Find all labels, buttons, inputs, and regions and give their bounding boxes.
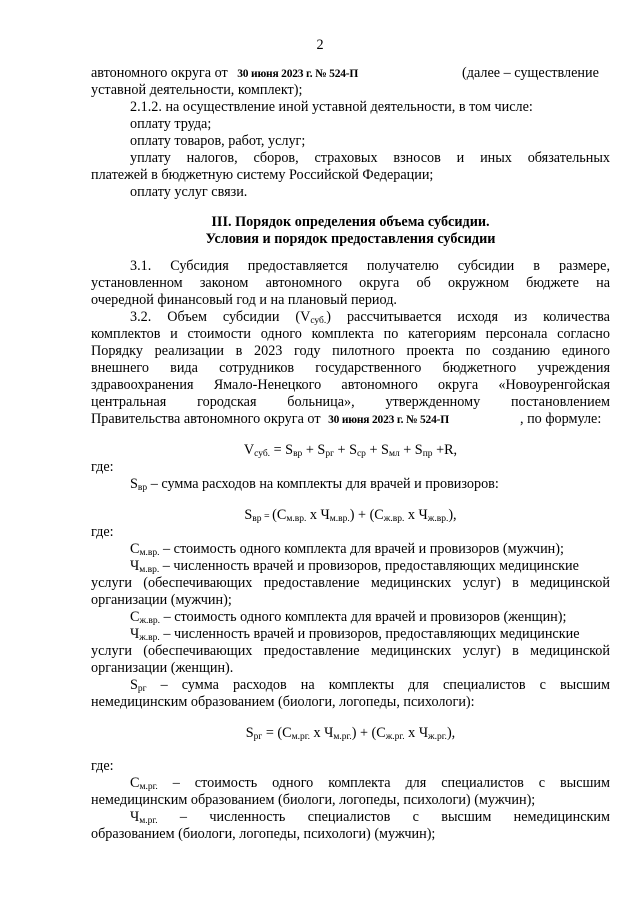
intro-line-7: платежей в бюджетную систему Российской Федерации; (91, 167, 434, 183)
p32-line-7-tail: , по формуле: (520, 411, 602, 427)
def-ch-m-vr-1: $Ч_{м.вр.}$ – численность врачей и провизоров, предоставляющих медицинские (130, 558, 579, 575)
def-c-m-vr: $С_{м.вр.}$ – стоимость одного комплекта для врачей и провизоров (мужчин); (130, 541, 564, 558)
def-c-m-rg-1: $С_{м.рг.}$ – стоимость одного комплекта для специалистов с высшим (130, 775, 610, 792)
def-srg-1: $S_{рг}$ – сумма расходов на комплекты для специалистов с высшим (130, 677, 610, 694)
def-c-m-rg-2: немедицинским образованием (биологи, логопеды, психологи) (мужчин); (91, 792, 536, 808)
def-ch-m-vr-2: услуги (обеспечивающих предоставление медицинских услуг) в медицинской (91, 575, 610, 591)
p31-line-2: установленном законом автономного округа об окружном бюджете на (91, 275, 610, 291)
p31-line-3: очередной финансовый год и на плановый период. (91, 292, 397, 308)
p32-line-4: внешнего вида сотрудников государственного бюджетного учреждения (91, 360, 610, 376)
formula-v-sub: $V_{суб.} = S_{вр} + S_{рг} + S_{ср} + S_{мл} + S_{пр} +R$, (243, 442, 458, 459)
page-number: 2 (316, 37, 324, 53)
intro-line-3: 2.1.2. на осуществление иной уставной деятельности, в том числе: (130, 99, 533, 115)
p32-line-5: здравоохранения Ямало-Ненецкого автономного округа «Новоуренгойская (91, 377, 610, 393)
formula-srg: $S_{рг} = (С_{м.рг.}$ х $Ч_{м.рг.}) + (С_{ж.рг.}$ х $Ч_{ж.рг.}$), (245, 725, 456, 742)
svr-definition: $S_{вр}$ – сумма расходов на комплекты для врачей и провизоров: (130, 476, 499, 493)
where-label: где: (91, 524, 114, 540)
def-ch-zh-vr-3: организации (женщин). (91, 660, 234, 676)
p32-line-6: центральная городская больница», утвержденному постановлением (91, 394, 610, 410)
where-label: где: (91, 459, 114, 475)
def-ch-m-vr-3: организации (мужчин); (91, 592, 232, 608)
intro-line-2: уставной деятельности, комплект); (91, 82, 303, 98)
intro-line-1 (91, 65, 358, 83)
def-ch-m-rg-2: образованием (биологи, логопеды, психологи) (мужчин); (91, 826, 436, 842)
def-ch-zh-vr-1: $Ч_{ж.вр.}$ – численность врачей и провизоров, предоставляющих медицинские (130, 626, 580, 643)
resolution-stamp: 30 июня 2023 г. № 524-П (328, 414, 449, 426)
p32-line-2: комплектов и стоимости одного комплекта по категориям персонала согласно (91, 326, 610, 342)
where-label: где: (91, 758, 114, 774)
section-title-1: III. Порядок определения объема субсидии. (211, 214, 490, 230)
def-srg-2: немедицинским образованием (биологи, логопеды, психологи): (91, 694, 475, 710)
def-ch-zh-vr-2: услуги (обеспечивающих предоставление медицинских услуг) в медицинской (91, 643, 610, 659)
intro-text: автономного округа от (91, 65, 228, 81)
intro-line-1-tail: (далее – существление (462, 65, 599, 81)
p32-line-1: 3.2. Объем субсидии $(V_{суб.})$ рассчитывается исходя из количества (130, 309, 610, 326)
def-ch-m-rg-1: $Ч_{м.рг.}$ – численность специалистов с высшим немедицинским (130, 809, 610, 826)
p32-line-3: Порядку реализации в 2023 году пилотного проекта по созданию единого (91, 343, 610, 359)
formula-svr: $S_{вр} = (С_{м.вр.}$ х $Ч_{м.вр.}) + (С_{ж.вр.}$ х $Ч_{ж.вр.}$), (244, 507, 457, 524)
def-c-zh-vr: $С_{ж.вр.}$ – стоимость одного комплекта для врачей и провизоров (женщин); (130, 609, 567, 626)
p31-line-1: 3.1. Субсидия предоставляется получателю субсидии в размере, (130, 258, 610, 274)
intro-line-8: оплату услуг связи. (130, 184, 248, 200)
p32-line-7: Правительства автономного округа от 30 июня 2023 г. № 524-П (91, 411, 449, 427)
intro-line-4: оплату труда; (130, 116, 212, 132)
intro-line-5: оплату товаров, работ, услуг; (130, 133, 306, 149)
section-title-2: Условия и порядок предоставления субсидии (205, 231, 496, 247)
intro-line-6: уплату налогов, сборов, страховых взносов и иных обязательных (130, 150, 610, 166)
resolution-stamp: 30 июня 2023 г. № 524-П (237, 68, 359, 80)
